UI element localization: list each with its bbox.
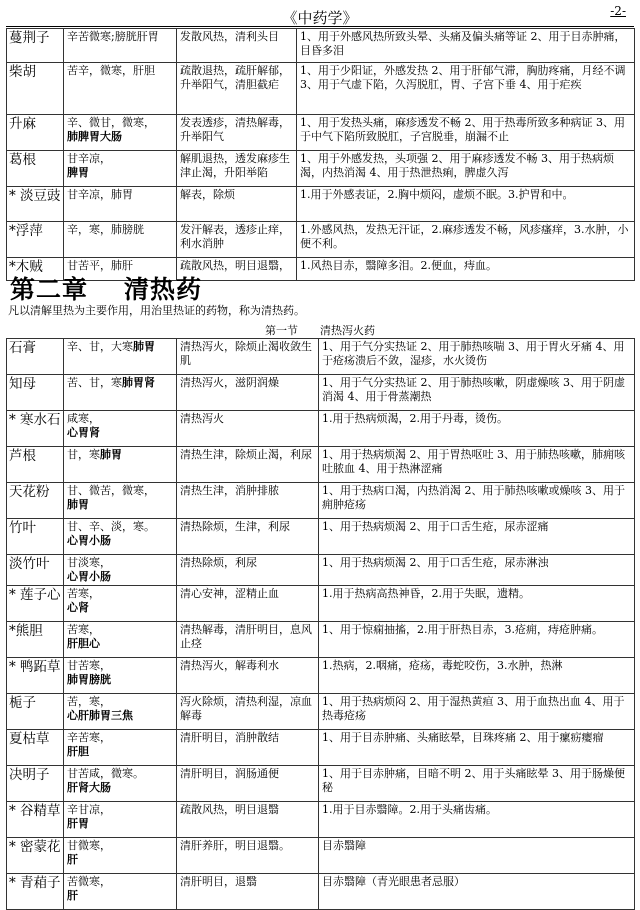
herb-row — [7, 63, 635, 115]
herb-name: * 谷精草 — [7, 802, 64, 838]
meridian-text: 肺胃 — [100, 448, 122, 461]
herb-property — [64, 222, 177, 258]
herb-effect: 疏散退热，疏肝解郁，升举阳气，清胆截疟 — [177, 63, 297, 115]
herb-name: * 寒水石 — [7, 411, 64, 447]
herb-property — [64, 63, 177, 115]
herb-name: 芦根 — [7, 447, 64, 483]
herb-effect: 清热泻火 — [177, 411, 319, 447]
property-text: 甘辛凉， — [67, 152, 111, 165]
herb-effect: 清热除烦，利尿 — [177, 555, 319, 586]
herb-name: 葛根 — [7, 151, 64, 187]
herb-usage: 1、用于气分实热证 2、用于肺热咳喘 3、用于胃火牙痛 4、用于疮疡溃后不敛，湿疹，水火烫伤 — [319, 339, 635, 375]
herb-row — [7, 375, 635, 411]
herb-effect: 清肝养肝，明目退翳。 — [177, 838, 319, 874]
herb-name: *浮萍 — [7, 222, 64, 258]
meridian-text: 肝肾大肠 — [67, 781, 111, 794]
herb-row — [7, 29, 635, 63]
herb-property — [64, 447, 177, 483]
herb-effect: 清热生津，消肿排脓 — [177, 483, 319, 519]
herb-row — [7, 115, 635, 151]
herb-property — [64, 586, 177, 622]
herb-property — [64, 483, 177, 519]
herb-effect: 清热泻火，滋阴润燥 — [177, 375, 319, 411]
property-text: 甘、微苦，微寒， — [67, 484, 155, 497]
herb-name: 决明子 — [7, 766, 64, 802]
herb-effect: 清肝明目，退翳 — [177, 874, 319, 910]
herb-property — [64, 838, 177, 874]
meridian-text: 肺胃 — [133, 340, 155, 353]
herb-property — [64, 519, 177, 555]
herb-name: * 青葙子 — [7, 874, 64, 910]
herb-row — [7, 874, 635, 910]
herb-effect: 疏散风热，明目退翳， — [177, 258, 297, 281]
meridian-text: 心胃小肠 — [67, 570, 111, 583]
herb-property — [64, 555, 177, 586]
meridian-text: 肝 — [67, 853, 78, 866]
herb-name: * 莲子心 — [7, 586, 64, 622]
herb-usage: 1.外感风热，发热无汗证，2.麻疹透发不畅，风疹瘙痒，3.水肿，小便不利。 — [297, 222, 635, 258]
meridian-text: 心胃小肠 — [67, 534, 111, 547]
herb-row — [7, 447, 635, 483]
herb-name: 淡竹叶 — [7, 555, 64, 586]
herb-name: 栀子 — [7, 694, 64, 730]
herb-name: * 鸭跖草 — [7, 658, 64, 694]
herb-effect: 发汗解表，透疹止痒，利水消肿 — [177, 222, 297, 258]
herb-row — [7, 730, 635, 766]
herb-effect: 清肝明目，消肿散结 — [177, 730, 319, 766]
herb-property — [64, 622, 177, 658]
meridian-text: 心肾 — [67, 601, 89, 614]
property-text: 甘淡寒， — [67, 556, 111, 569]
herb-effect: 清热泻火，解毒利水 — [177, 658, 319, 694]
meridian-text: 肺脾胃大肠 — [67, 130, 122, 143]
property-text: 咸寒， — [67, 412, 100, 425]
herb-usage: 1.用于外感表证，2.胸中烦闷，虚烦不眠。3.护胃和中。 — [297, 187, 635, 222]
property-text: 苦辛，微寒，肝胆 — [67, 64, 155, 77]
herb-row — [7, 187, 635, 222]
chapter-title: 清热药 — [124, 275, 203, 304]
herb-property — [64, 658, 177, 694]
herb-usage: 目赤翳障（青光眼患者忌服） — [319, 874, 635, 910]
herb-row — [7, 519, 635, 555]
property-text: 甘辛凉，肺胃 — [67, 188, 133, 201]
meridian-text: 肝 — [67, 889, 78, 902]
meridian-text: 肺胃膀胱 — [67, 673, 111, 686]
herb-property — [64, 766, 177, 802]
herb-effect: 清热泻火，除烦止渴收敛生肌 — [177, 339, 319, 375]
herb-effect: 解肌退热，透发麻疹生津止渴，升阳举陷 — [177, 151, 297, 187]
herb-usage: 1.用于目赤翳障。2.用于头痛齿痛。 — [319, 802, 635, 838]
herb-usage: 1.用于热病高热神昏，2.用于失眠，遗精。 — [319, 586, 635, 622]
herb-usage: 1.风热目赤，翳障多泪。2.便血，痔血。 — [297, 258, 635, 281]
property-text: 甘、辛、淡，寒。 — [67, 520, 155, 533]
property-text: 辛苦微寒;膀胱肝胃 — [67, 30, 159, 43]
herb-row — [7, 555, 635, 586]
herb-property — [64, 411, 177, 447]
herb-usage: 1.热病，2.咽痛，疮疡，毒蛇咬伤，3.水肿，热淋 — [319, 658, 635, 694]
herb-usage: 1.用于热病烦渴，2.用于丹毒，烫伤。 — [319, 411, 635, 447]
book-title: 《中药学》 — [282, 9, 358, 27]
page-header — [0, 0, 640, 30]
meridian-text: 肺胃 — [67, 498, 89, 511]
meridian-text: 心胃肾 — [67, 426, 100, 439]
herb-row — [7, 658, 635, 694]
herb-usage: 1、用于外感风热所致头晕、头痛及偏头痛等证 2、用于目赤肿痛，目昏多泪 — [297, 29, 635, 63]
herb-effect: 清肝明目，润肠通便 — [177, 766, 319, 802]
herb-usage: 目赤翳障 — [319, 838, 635, 874]
property-text: 苦寒， — [67, 623, 100, 636]
herb-usage: 1、用于惊痫抽搐，2.用于肝热目赤，3.疮痈，痔疮肿痛。 — [319, 622, 635, 658]
property-text: 辛、微甘，微寒， — [67, 116, 155, 129]
herb-property — [64, 730, 177, 766]
herb-name: 蔓荆子 — [7, 29, 64, 63]
property-text: 辛、甘，大寒 — [67, 340, 133, 353]
herb-property — [64, 694, 177, 730]
herb-usage: 1、用于目赤肿痛、头痛眩晕，目珠疼痛 2、用于瘰疬瘿瘤 — [319, 730, 635, 766]
property-text: 甘微寒， — [67, 839, 111, 852]
herb-row — [7, 622, 635, 658]
herb-name: *熊胆 — [7, 622, 64, 658]
herb-usage: 1、用于发热头痛，麻疹透发不畅 2、用于热毒所致多种病证 3、用于中气下陷所致脱肛，子宫脱垂，崩漏不止 — [297, 115, 635, 151]
property-text: 苦、甘，寒 — [67, 376, 122, 389]
herb-table-body — [7, 339, 635, 910]
herb-property — [64, 115, 177, 151]
herb-name: 知母 — [7, 375, 64, 411]
property-text: 苦，寒， — [67, 695, 111, 708]
herb-property — [64, 151, 177, 187]
herb-name: *木贼 — [7, 258, 64, 281]
chapter-number: 第二章 — [10, 275, 89, 304]
herb-usage: 1、用于热病烦渴 2、用于口舌生疮，尿赤淋浊 — [319, 555, 635, 586]
herb-row — [7, 222, 635, 258]
property-text: 苦微寒， — [67, 875, 111, 888]
herb-effect: 发散风热，清利头目 — [177, 29, 297, 63]
herb-usage: 1、用于气分实热证 2、用于肺热咳嗽，阴虚燥咳 3、用于阴虚消渴 4、用于骨蒸潮热 — [319, 375, 635, 411]
herb-name: 升麻 — [7, 115, 64, 151]
herb-row — [7, 694, 635, 730]
herb-effect: 清热解毒，清肝明目，息风止痉 — [177, 622, 319, 658]
herb-property — [64, 874, 177, 910]
herb-name: 柴胡 — [7, 63, 64, 115]
property-text: 辛甘凉， — [67, 803, 111, 816]
herb-effect: 清热生津，除烦止渴，利尿 — [177, 447, 319, 483]
meridian-text: 心肝肺胃三焦 — [67, 709, 133, 722]
property-text: 苦寒， — [67, 587, 100, 600]
herb-table-body — [7, 29, 635, 281]
property-text: 甘苦平，肺肝 — [67, 259, 133, 272]
herb-table-clear-heat — [6, 338, 635, 910]
header-divider — [6, 26, 634, 27]
chapter-intro: 凡以清解里热为主要作用，用治里热证的药物，称为清热药。 — [8, 304, 305, 317]
property-text: 辛，寒，肺膀胱 — [67, 223, 144, 236]
herb-effect: 疏散风热，明目退翳 — [177, 802, 319, 838]
property-text: 甘苦寒， — [67, 659, 111, 672]
property-text: 甘苦咸，微寒。 — [67, 767, 144, 780]
herb-property — [64, 375, 177, 411]
meridian-text: 肝胆 — [67, 745, 89, 758]
herb-usage: 1、用于热病烦渴 2、用于胃热呕吐 3、用于肺热咳嗽，肺痈咳吐脓血 4、用于热淋涩痛 — [319, 447, 635, 483]
page-number: -2- — [610, 4, 626, 18]
herb-row — [7, 838, 635, 874]
herb-row — [7, 151, 635, 187]
herb-row — [7, 802, 635, 838]
herb-row — [7, 586, 635, 622]
herb-usage: 1、用于少阳证，外感发热 2、用于肝郁气滞，胸肋疼痛，月经不调 3、用于气虚下陷，久泻脱肛，胃、子宫下垂 4、用于疟疾 — [297, 63, 635, 115]
herb-name: * 密蒙花 — [7, 838, 64, 874]
property-text: 甘，寒 — [67, 448, 100, 461]
meridian-text: 肝胆心 — [67, 637, 100, 650]
property-text: 辛苦寒， — [67, 731, 111, 744]
meridian-text: 肝胃 — [67, 817, 89, 830]
herb-effect: 清热除烦，生津，利尿 — [177, 519, 319, 555]
herb-effect: 解表，除烦 — [177, 187, 297, 222]
herb-row — [7, 766, 635, 802]
herb-effect: 清心安神，涩精止血 — [177, 586, 319, 622]
herb-name: * 淡豆豉 — [7, 187, 64, 222]
herb-name: 天花粉 — [7, 483, 64, 519]
herb-row — [7, 483, 635, 519]
meridian-text: 脾胃 — [67, 166, 89, 179]
herb-name: 夏枯草 — [7, 730, 64, 766]
herb-usage: 1、用于热病烦闷 2、用于湿热黄疸 3、用于血热出血 4、用于热毒疮疡 — [319, 694, 635, 730]
herb-name: 石膏 — [7, 339, 64, 375]
herb-property — [64, 29, 177, 63]
herb-property — [64, 802, 177, 838]
herb-effect: 泻火除烦，清热利湿，凉血解毒 — [177, 694, 319, 730]
chapter-heading — [10, 270, 202, 306]
herb-property — [64, 339, 177, 375]
herb-effect: 发表透疹，清热解毒，升举阳气 — [177, 115, 297, 151]
herb-row — [7, 411, 635, 447]
herb-row — [7, 339, 635, 375]
herb-property — [64, 187, 177, 222]
section-heading: 第一节 清热泻火药 — [265, 324, 375, 337]
herb-usage: 1、用于热病烦渴 2、用于口舌生疮，尿赤涩痛 — [319, 519, 635, 555]
herb-usage: 1、用于外感发热，头项强 2、用于麻疹透发不畅 3、用于热病烦渴，内热消渴 4、用于热泄热痢，脾虚久泻 — [297, 151, 635, 187]
herb-usage: 1、用于热病口渴，内热消渴 2、用于肺热咳嗽或燥咳 3、用于痈肿疮疡 — [319, 483, 635, 519]
herb-name: 竹叶 — [7, 519, 64, 555]
herb-table-release-exterior — [6, 28, 635, 281]
meridian-text: 肺胃肾 — [122, 376, 155, 389]
herb-usage: 1、用于目赤肿痛，目暗不明 2、用于头痛眩晕 3、用于肠燥便秘 — [319, 766, 635, 802]
